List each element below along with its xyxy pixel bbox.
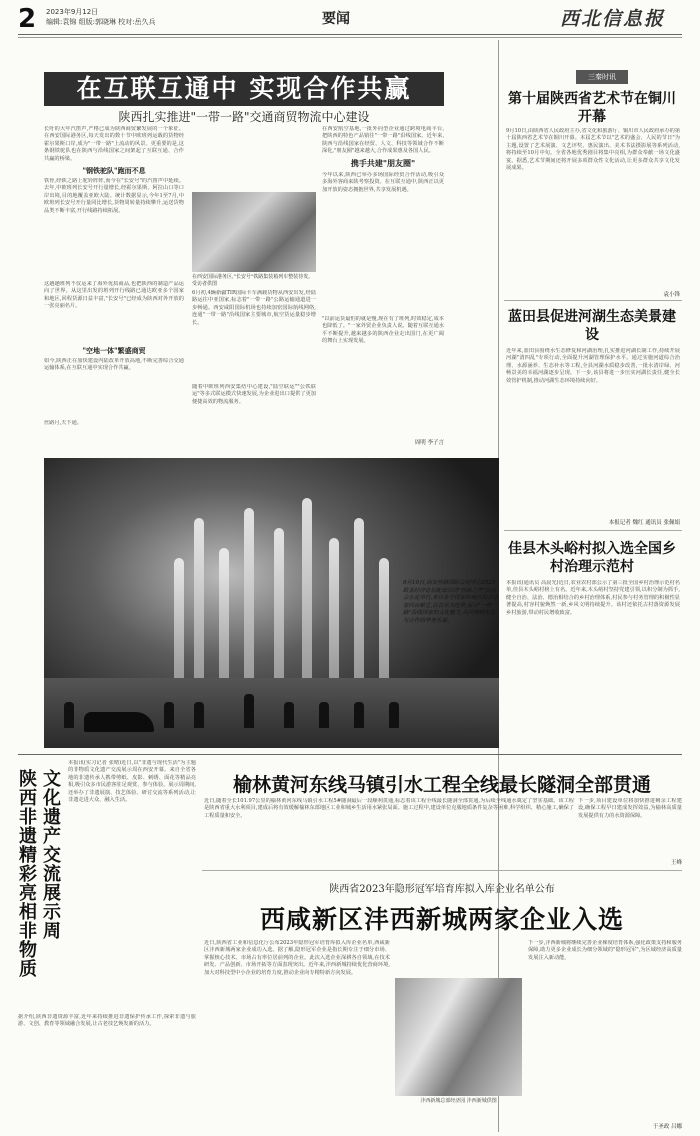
lead-author: 周明 李子言	[414, 440, 444, 446]
section-title: 要闻	[322, 11, 350, 27]
lead-footer-note: 丝路月,天下通。	[44, 420, 82, 426]
sidebar-divider-1	[504, 300, 682, 301]
sidebar-body-1: 9月10日,由陕西省人民政府主办,省文化和旅游厅、铜川市人民政府承办的第十届陕西省艺术节在铜川开幕。本届艺术节以"艺术的盛会、人民的节日"为主题,设置了艺术展演、文艺评奖、惠民演出、美术书法摄影展等系列活动,将持续至10月中旬。全省各地优秀剧目将集中亮相,为群众奉献一场文化盛宴。据悉,艺术节期间还将开展多项群众性文化活动,让更多群众共享文化发展成果。	[506, 128, 680, 172]
lead-col2b: 随着中欧班列西安集结中心建设,"陆空联运""公铁联运"等多式联运模式快速发展,为企业进出口提供了更加便捷高效的物流服务。	[192, 384, 316, 405]
concert-credit: 图为演出现场。 联商	[452, 728, 499, 734]
sidebar-author-1: 袁小锋	[663, 292, 680, 298]
lead-col3c: "以前运货最怕的就是慢,现在有了班列,时效稳定,成本也降低了。"一家外贸企业负责人说。随着互联互通水平不断提升,越来越多的陕西企业走出国门,在更广阔的舞台上实现发展。	[322, 316, 444, 345]
lead-col3: 在西安航空基地,一批外向型企业通过跨境电商平台,把陕西的特色产品销往"一带一路"沿线国家。近年来,陕西与沿线国家在经贸、人文、科技等领域合作不断深化,"朋友圈"越来越大,合作成果惠及各国人民。	[322, 126, 444, 154]
lead-headline: 在互联互通中 实现合作共赢	[44, 72, 444, 106]
sidebar-body-3: 本报讯(通讯员 高晨光)近日,农业农村部公示了第三批全国乡村治理示范村名单,佳县木头峪村榜上有名。近年来,木头峪村坚持党建引领,以积分制为抓手,健全自治、法治、德治相结合的乡村治理体系,村民参与村务管理的积极性显著提高,村容村貌焕然一新,乡风文明持续提升。该村还依托古村落资源发展乡村旅游,带动村民增收致富。	[506, 580, 680, 616]
yulin-author: 王峰	[670, 860, 682, 866]
port-photo-caption: 在西安国际港务区,"长安号"铁路集装箱列车整装待发。受访者供图	[192, 274, 314, 287]
staff-credits: 编辑:袁锦 组版:郭晓琳 校对:岳久兵	[46, 18, 156, 26]
xixian-kicker: 陕西省2023年隐形冠军培育库拟入库企业名单公布	[329, 884, 555, 895]
yulin-body: 近日,随着全长101.97公里的榆林黄河东线马镇引水工程5#隧洞最后一段顺利贯通,标志着该工程全线最长隧洞全部贯通,为后续全线通水奠定了坚实基础。该工程是陕西省重大水利项目,建成后将有效缓解榆林东部地区工业和城乡生活用水紧张局面。施工过程中,建设单位克服地质条件复杂等困难,科学组织、精心施工,确保了工程质量和安全。	[204, 798, 574, 819]
yulin-headline: 榆林黄河东线马镇引水工程全线最长隧洞全部贯通	[232, 774, 651, 796]
lead-col3b: 今年以来,陕西已举办多场国际经贸合作活动,吸引众多海外客商来陕考察投资。在互联互通中,陕西正以更加开放的姿态拥抱世界,共享发展机遇。	[322, 172, 444, 193]
sidebar-headline-3: 佳县木头峪村拟入选全国乡村治理示范村	[508, 541, 676, 575]
culture-headline-right: 文化遗产交流展示周	[43, 769, 61, 942]
lead-col1: 铁骨,经陕之路上驼铃阵阵,而今在"长安号"的汽笛声中延续。去年,中欧班列长安号开行量增长,经霍尔果斯、阿拉山口等口岸出境,目的地覆盖亚欧大陆。统计数据显示,今年1至7月,中欧班列长安号开行量同比增长,货物周转量持续攀升,运送货物品类不断丰富,开行线路持续拓展。	[44, 178, 184, 214]
culture-headline-left: 陕西非遗精彩亮相非物质	[19, 769, 37, 980]
header-divider-thin	[18, 37, 682, 38]
newspaper-logo: 西北信息报	[560, 8, 666, 30]
subhead-2: "空地一体"繁盛商贸	[82, 346, 146, 355]
xixian-body-2: 下一步,沣西新城将继续完善企业梯度培育体系,强化政策支持和服务保障,助力更多企业成长为细分领域的"隐形冠军",为区域经济高质量发展注入新动能。	[528, 940, 682, 961]
mid-divider	[18, 754, 682, 755]
xixian-photo	[395, 978, 522, 1096]
culture-body-2: 据介绍,陕西非遗资源丰富,近年来持续推进非遗保护传承工作,探索非遗与旅游、文创、教育等领域融合发展,让古老技艺焕发新的活力。	[18, 1014, 196, 1028]
sidebar-author-2: 本报记者 魏红 通讯员 张佩娟	[608, 520, 680, 526]
xixian-body: 近日,陕西省工业和信息化厅公布2023年隐形冠军培育库拟入库企业名单,西咸新区沣西新城两家企业成功入选。据了解,隐形冠军企业是指长期专注于细分市场、掌握核心技术、市场占有率位居前列的企业。此次入选企业深耕各自领域,在技术研发、产品创新、市场开拓等方面表现突出。近年来,沣西新城持续优化营商环境,加大对科技型中小企业的培育力度,推动企业向专精特新方向发展。	[204, 940, 390, 976]
sidebar-headline-1: 第十届陕西省艺术节在铜川开幕	[508, 91, 676, 125]
lead-col2: 6月初,4辆新疆TIR国际卡车满载货物从西安出发,经陆路运往中亚国家,标志着"一带一路"公路运输通道进一步畅通。西安咸阳国际机场也持续加密国际航线网络,连通"一带一路"沿线国家主要城市,航空货运量稳步增长。	[192, 290, 316, 326]
lead-subtitle: 陕西扎实推进"一带一路"交通商贸物流中心建设	[118, 110, 370, 124]
sidebar-headline-2: 蓝田县促进河湖生态美景建设	[508, 309, 676, 343]
culture-body: 本报讯(实习记者 张晴)近日,以"非遗与现代生活"为主题的非物质文化遗产交流展示周在西安开幕。来自全省各地的非遗传承人携带剪纸、皮影、刺绣、面花等精品亮相,吸引众多市民游客驻足观赏、参与体验。展示周期间,还举办了非遗展演、技艺体验、研讨交流等系列活动,让非遗走进大众、融入生活。	[68, 760, 196, 804]
subhead-3: 携手共建"朋友圈"	[350, 158, 416, 168]
xixian-photo-caption: 沣西新城总部经济园 沣西新城供图	[420, 1098, 497, 1104]
sidebar-tag: 三秦时讯	[576, 70, 628, 84]
sidebar-divider-2	[504, 530, 682, 531]
concert-caption: 9月10日,西安丝路国际会展中心2023欧亚经济论坛配套活动"丝路之声"音乐会在此举行,来自多个国家和地区的音乐家同台献艺,以音乐为纽带,展示"一带一路"沿线国家的文化魅力,共同奏响友谊与合作的华美乐章。	[403, 580, 499, 624]
sidebar-body-2: 近年来,蓝田县围绕水生态修复和河湖治理,扎实推进河湖长制工作,持续开展河湖"清四乱"专项行动,全面提升河湖管理保护水平。通过实施河道综合治理、水源涵养、生态补水等工程,全县河湖水质稳步改善,一批水清岸绿、河畅景美的幸福河湖逐步呈现。下一步,该县将进一步压实河湖长责任,健全长效管护机制,推动河湖生态环境持续向好。	[506, 348, 680, 384]
subhead-1: "钢铁驼队"跑而不息	[82, 166, 146, 175]
header-divider	[18, 34, 682, 35]
lead-intro: 长吁的大年汽笛声,严格已成为陕西商贸繁发展的一个象征。在西安国际港务区,每天发出的数十节中欧班列运载的货物经霍尔果斯口岸,成为"一带一路"上流动的风景。更重要的是,这条钢铁驼队也在陕西与沿线国家之间架起了互联互通、合作共赢的桥梁。	[44, 126, 184, 162]
xixian-author: 于圣政 吕娜	[652, 1124, 682, 1130]
xixian-headline: 西咸新区沣西新城两家企业入选	[259, 905, 624, 934]
port-photo	[192, 192, 316, 272]
lead-col1c: 如今,陕西正在加快建设内陆改革开放高地,不断完善综合交通运输体系,在互联互通中实现合作共赢。	[44, 358, 184, 372]
issue-date: 2023年9月12日	[46, 8, 99, 16]
yulin-divider	[202, 870, 682, 871]
page-number: 2	[18, 4, 37, 34]
yulin-body-2: 下一步,项目建设单位将加快推进剩余工程建设,确保工程早日建成发挥效益,为榆林高质量发展提供有力的水资源保障。	[578, 798, 682, 819]
lead-col1b: 这趟趟班列不仅运来了海外优质商品,也把陕西的制造产品运向了世界。从这里出发的班列开行线路已通达欧亚多个国家和地区,回程货源日益丰富,"长安号"已经成为陕西对外开放的一张亮丽名片。	[44, 281, 184, 310]
